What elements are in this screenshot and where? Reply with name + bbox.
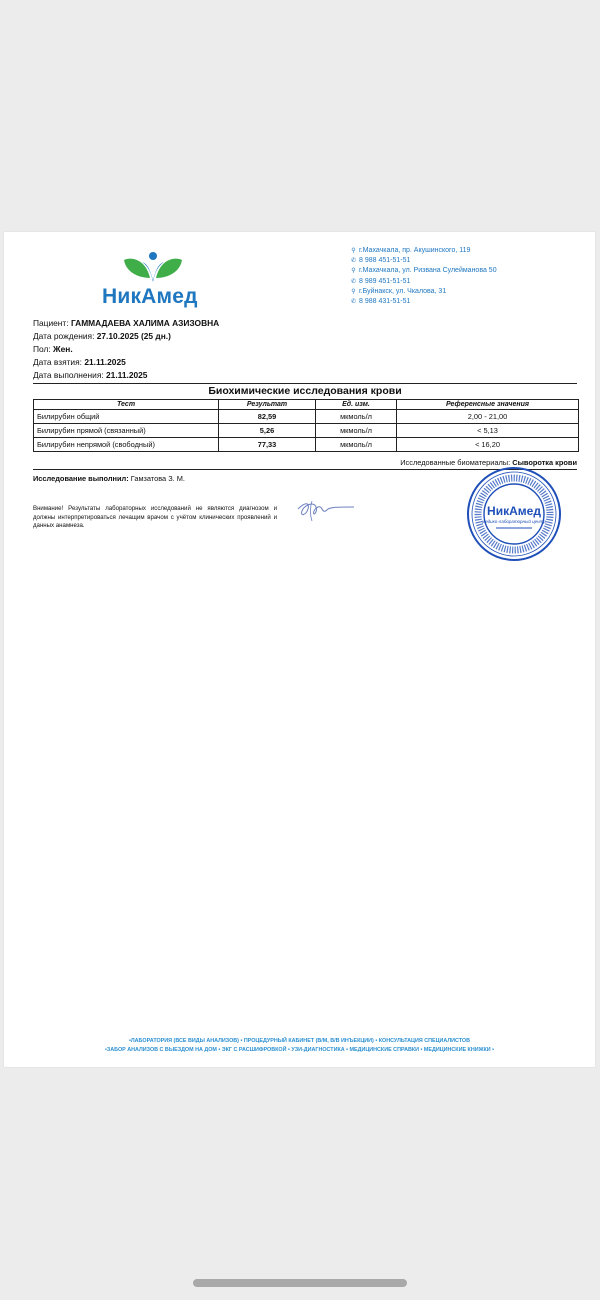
- phone-icon: ✆: [350, 258, 357, 265]
- contact-phone[interactable]: ✆ 8 989 451-51-51: [350, 277, 590, 287]
- stamp-brand: НикАмед: [487, 504, 541, 518]
- test-reference: < 16,20: [397, 438, 579, 452]
- contact-list: [350, 246, 590, 307]
- test-name: Билирубин непрямой (свободный): [34, 438, 219, 452]
- table-row: [34, 438, 579, 452]
- column-header-unit: Ед. изм.: [316, 400, 397, 410]
- patient-dob: 27.10.2025 (25 дн.): [96, 330, 171, 341]
- biomaterial-value: Сыворотка крови: [512, 458, 577, 467]
- clinic-stamp: [466, 466, 562, 562]
- disclaimer-notice: Внимание! Результаты лабораторных исследований не являются диагнозом и должны интерпретироваться лечащим врачом с учётом клинических проявлений и данных анамнеза.: [33, 505, 277, 530]
- results-table: [33, 399, 579, 452]
- location-pin-icon: ⚲: [351, 268, 356, 275]
- test-unit: мкмоль/л: [316, 410, 397, 424]
- contact-phone[interactable]: ✆ 8 988 431-51-51: [350, 297, 590, 307]
- test-reference: 2,00 - 21,00: [397, 410, 579, 424]
- contact-address: ⚲ г.Буйнакск, ул. Чкалова, 31: [350, 287, 590, 297]
- test-name: Билирубин общий: [34, 410, 219, 424]
- test-result: 5,26: [219, 424, 316, 438]
- table-row: [34, 424, 579, 438]
- services-footer: [4, 1037, 595, 1055]
- patient-dob-row: Дата рождения: 27.10.2025 (25 дн.): [33, 330, 171, 341]
- test-result: 82,59: [219, 410, 316, 424]
- phone-icon: ✆: [350, 299, 357, 306]
- contact-address: ⚲ г.Махачкала, пр. Акушинского, 119: [350, 246, 590, 256]
- biomaterial-line: Исследованные биоматериалы: Сыворотка крови: [400, 458, 577, 467]
- patient-sex-row: Пол: Жен.: [33, 343, 73, 354]
- table-header-row: [34, 400, 579, 410]
- patient-sex: Жен.: [53, 343, 73, 354]
- clinic-logo: [102, 250, 212, 312]
- column-header-reference: Референсные значения: [397, 400, 579, 410]
- leaf-logo-icon: [122, 250, 184, 284]
- table-row: [34, 410, 579, 424]
- signature-image: [294, 495, 358, 523]
- patient-name-row: Пациент: ГАММАДАЕВА ХАЛИМА АЗИЗОВНА: [33, 318, 220, 328]
- location-pin-icon: ⚲: [351, 288, 356, 295]
- results-title: Биохимические исследования крови: [208, 385, 402, 397]
- completion-date: 21.11.2025: [106, 369, 148, 380]
- top-divider: [33, 383, 577, 384]
- performer-name: Гамзатова З. М.: [130, 474, 185, 483]
- contact-address: ⚲ г.Махачкала, ул. Ризвана Сулейманова 50: [350, 266, 590, 276]
- footer-line: •ЗАБОР АНАЛИЗОВ С ВЫЕЗДОМ НА ДОМ • ЭКГ С РАСШИФРОВКОЙ • УЗИ-ДИАГНОСТИКА • МЕДИЦИНСКИЕ СПРАВКИ • МЕДИЦИНСКИЕ КНИЖКИ •: [104, 1047, 495, 1053]
- lab-report-page: [4, 232, 595, 1067]
- location-pin-icon: ⚲: [351, 248, 356, 254]
- column-header-result: Результат: [219, 400, 316, 410]
- stamp-subtitle: медико-лабораторный центр: [482, 519, 546, 524]
- patient-info: [33, 317, 219, 382]
- contact-phone[interactable]: ✆ 8 988 451-51-51: [350, 256, 590, 266]
- sample-date: 21.11.2025: [84, 356, 126, 367]
- home-indicator-bar[interactable]: [193, 1279, 407, 1287]
- phone-icon: ✆: [350, 278, 357, 285]
- test-unit: мкмоль/л: [316, 438, 397, 452]
- sample-date-row: Дата взятия: 21.11.2025: [33, 356, 126, 367]
- patient-name: ГАММАДАЕВА ХАЛИМА АЗИЗОВНА: [70, 318, 220, 328]
- column-header-test: Тест: [34, 400, 219, 410]
- performed-by: Исследование выполнил: Гамзатова З. М.: [33, 474, 185, 483]
- test-unit: мкмоль/л: [316, 424, 397, 438]
- footer-line: •ЛАБОРАТОРИЯ (ВСЕ ВИДЫ АНАЛИЗОВ) • ПРОЦЕДУРНЫЙ КАБИНЕТ (В/М, В/В ИНЪЕКЦИИ) • КОНСУЛЬТАЦИЯ СПЕЦИАЛИСТОВ: [128, 1038, 471, 1044]
- test-reference: < 5,13: [397, 424, 579, 438]
- test-name: Билирубин прямой (связанный): [34, 424, 219, 438]
- completion-date-row: Дата выполнения: 21.11.2025: [33, 369, 148, 380]
- test-result: 77,33: [219, 438, 316, 452]
- brand-name: НикАмед: [102, 285, 198, 308]
